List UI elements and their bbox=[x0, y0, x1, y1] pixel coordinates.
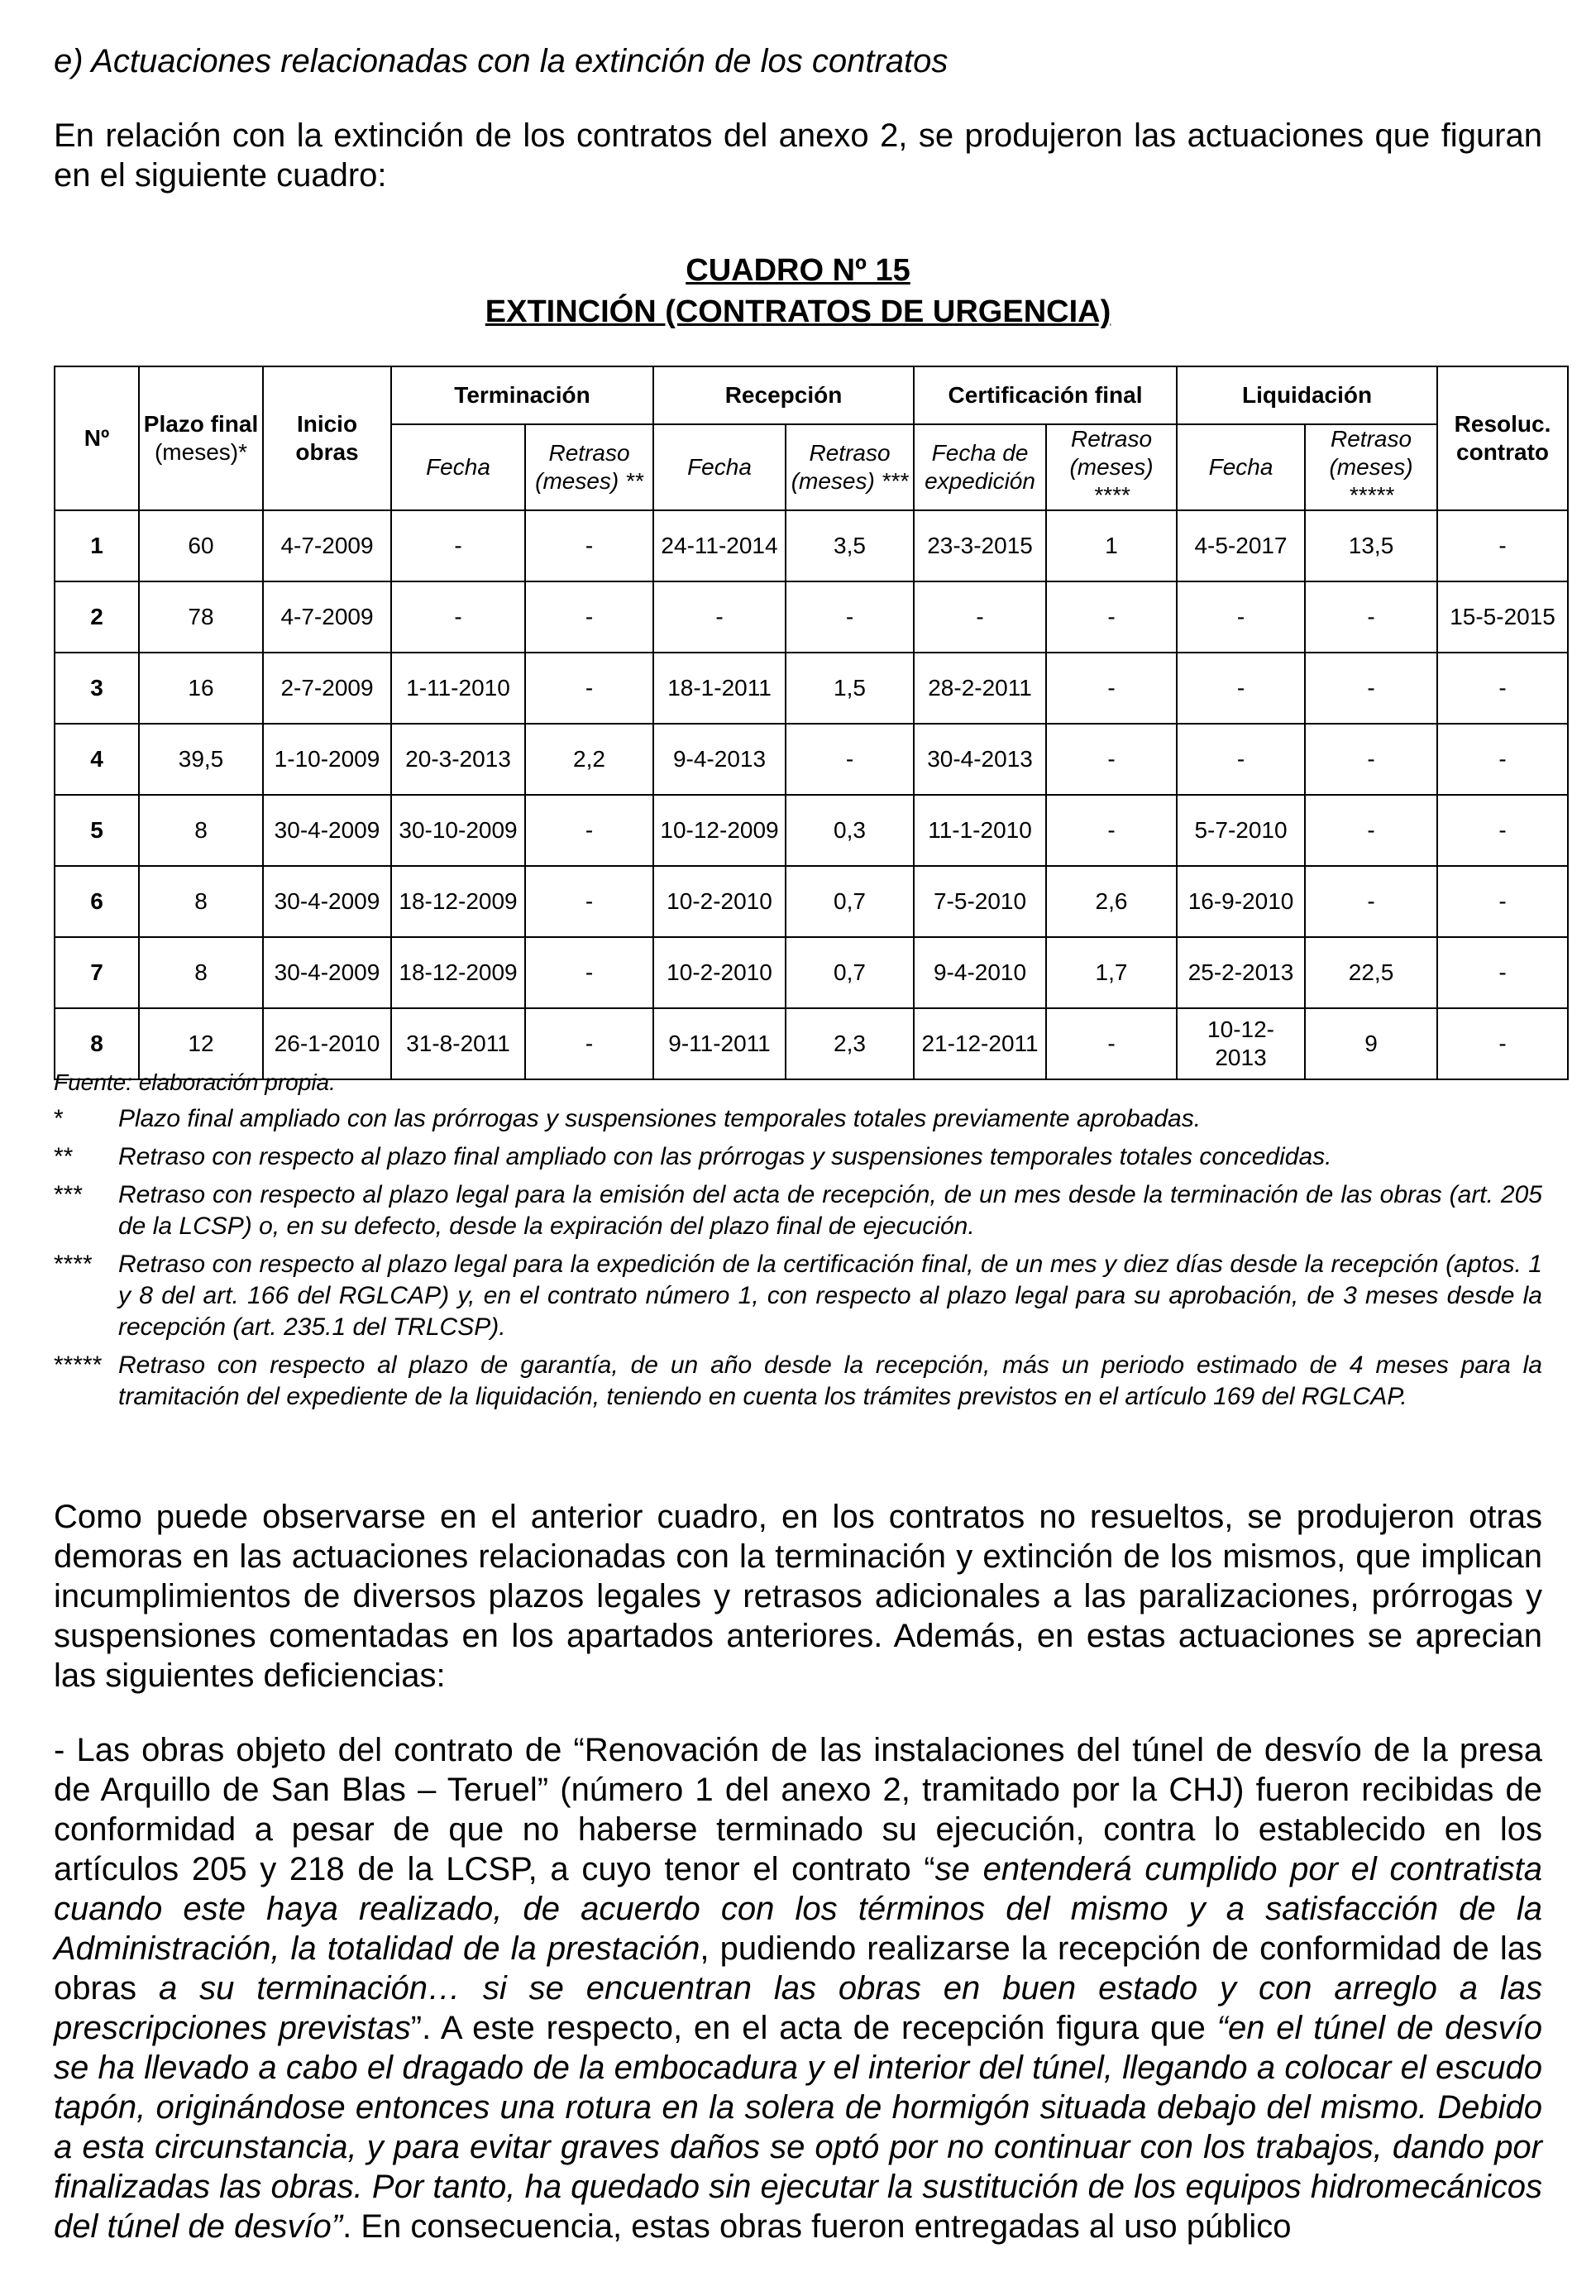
header-term-fecha: Fecha bbox=[391, 424, 525, 510]
cell-term-retraso: - bbox=[525, 510, 653, 581]
cell-cert-retraso: - bbox=[1046, 724, 1177, 795]
header-rec-fecha: Fecha bbox=[653, 424, 786, 510]
cell-resoluc: - bbox=[1437, 510, 1568, 581]
cell-cert-fecha: 21-12-2011 bbox=[914, 1008, 1046, 1079]
cell-cert-fecha: 30-4-2013 bbox=[914, 724, 1046, 795]
cell-term-fecha: 1-11-2010 bbox=[391, 653, 525, 724]
footnote-text: Retraso con respecto al plazo de garantía, de un año desde la recepción, más un periodo estimado de 4 meses para la tramitación del expediente de la liquidación, teniendo en cuenta los trámites previstos en el artículo 169 del RGLCAP. bbox=[118, 1351, 1542, 1410]
cell-cert-retraso: - bbox=[1046, 653, 1177, 724]
cell-rec-retraso: 2,3 bbox=[786, 1008, 914, 1079]
footnote bbox=[54, 1249, 1542, 1343]
header-n: Nº bbox=[55, 366, 139, 510]
cell-liq-fecha: 16-9-2010 bbox=[1177, 866, 1305, 937]
cell-resoluc: 15-5-2015 bbox=[1437, 581, 1568, 653]
cell-resoluc: - bbox=[1437, 937, 1568, 1008]
cell-rec-fecha: 24-11-2014 bbox=[653, 510, 786, 581]
paragraph-text: - Las obras objeto del contrato de “Renovación de las instalaciones del túnel de desvío de la presa de Arquillo de San Blas – Teruel” (número 1 del anexo 2, tramitado por la CHJ) fueron recibidas de conformidad a pesar de que no haberse terminado su ejecución, contra lo establecido en los artículos 205 y 218 de la LCSP, a cuyo tenor el contrato “ bbox=[54, 1732, 1542, 1887]
cell-rec-retraso: - bbox=[786, 581, 914, 653]
footnote-mark: *** bbox=[54, 1181, 84, 1208]
cell-inicio: 30-4-2009 bbox=[263, 937, 391, 1008]
paragraph-text: , pudiendo realizarse la recepción de conformidad de las obras bbox=[54, 1930, 1542, 2007]
cell-liq-retraso: 13,5 bbox=[1305, 510, 1437, 581]
header-terminacion: Terminación bbox=[391, 366, 653, 424]
cell-n: 8 bbox=[55, 1008, 139, 1079]
cell-plazo: 60 bbox=[139, 510, 263, 581]
cell-inicio: 2-7-2009 bbox=[263, 653, 391, 724]
footnote bbox=[54, 1103, 1542, 1135]
cell-inicio: 4-7-2009 bbox=[263, 581, 391, 653]
cell-cert-fecha: 9-4-2010 bbox=[914, 937, 1046, 1008]
cell-term-retraso: 2,2 bbox=[525, 724, 653, 795]
cell-plazo: 8 bbox=[139, 795, 263, 866]
cell-term-retraso: - bbox=[525, 653, 653, 724]
cell-liq-fecha: - bbox=[1177, 653, 1305, 724]
header-plazo-b: (meses)* bbox=[154, 439, 247, 465]
footnote-mark: ***** bbox=[54, 1351, 103, 1379]
header-liq-retraso: Retraso (meses) ***** bbox=[1305, 424, 1437, 510]
table-title-line1: CUADRO Nº 15 bbox=[686, 253, 910, 288]
paragraph-text: . En consecuencia, estas obras fueron entregadas al uso público bbox=[342, 2208, 1292, 2245]
table-source: Fuente: elaboración propia. bbox=[54, 1069, 336, 1095]
cell-rec-retraso: - bbox=[786, 724, 914, 795]
cell-inicio: 30-4-2009 bbox=[263, 866, 391, 937]
cell-n: 7 bbox=[55, 937, 139, 1008]
table-row bbox=[55, 581, 1568, 653]
cell-liq-fecha: 10-12-2013 bbox=[1177, 1008, 1305, 1079]
footnotes bbox=[54, 1103, 1542, 1419]
cell-resoluc: - bbox=[1437, 724, 1568, 795]
cell-n: 4 bbox=[55, 724, 139, 795]
cell-rec-fecha: 18-1-2011 bbox=[653, 653, 786, 724]
table-row bbox=[55, 866, 1568, 937]
cell-cert-fecha: - bbox=[914, 581, 1046, 653]
cell-n: 2 bbox=[55, 581, 139, 653]
cell-cert-fecha: 23-3-2015 bbox=[914, 510, 1046, 581]
cell-rec-fecha: 10-2-2010 bbox=[653, 937, 786, 1008]
cell-plazo: 39,5 bbox=[139, 724, 263, 795]
header-plazo bbox=[139, 366, 263, 510]
paragraph-text: ”. A este respecto, en el acta de recepción figura que bbox=[410, 2010, 1217, 2046]
header-plazo-a: Plazo final bbox=[143, 411, 259, 437]
footnote-mark: **** bbox=[54, 1251, 93, 1278]
cell-liq-fecha: 25-2-2013 bbox=[1177, 937, 1305, 1008]
cell-rec-fecha: 10-12-2009 bbox=[653, 795, 786, 866]
cell-resoluc: - bbox=[1437, 795, 1568, 866]
cell-liq-fecha: 5-7-2010 bbox=[1177, 795, 1305, 866]
table-row bbox=[55, 653, 1568, 724]
cell-rec-fecha: 10-2-2010 bbox=[653, 866, 786, 937]
cell-liq-retraso: 22,5 bbox=[1305, 937, 1437, 1008]
cell-rec-fecha: 9-11-2011 bbox=[653, 1008, 786, 1079]
cell-cert-retraso: 2,6 bbox=[1046, 866, 1177, 937]
cell-rec-fecha: 9-4-2013 bbox=[653, 724, 786, 795]
cell-liq-fecha: 4-5-2017 bbox=[1177, 510, 1305, 581]
footnote bbox=[54, 1350, 1542, 1413]
header-rec-retraso: Retraso (meses) *** bbox=[786, 424, 914, 510]
intro-paragraph: En relación con la extinción de los contratos del anexo 2, se produjeron las actuaciones que figuran en el siguiente cuadro: bbox=[54, 117, 1542, 194]
cell-term-retraso: - bbox=[525, 866, 653, 937]
section-heading: e) Actuaciones relacionadas con la extinción de los contratos bbox=[54, 43, 949, 79]
header-cert-retraso: Retraso (meses) **** bbox=[1046, 424, 1177, 510]
cell-n: 1 bbox=[55, 510, 139, 581]
cell-inicio: 26-1-2010 bbox=[263, 1008, 391, 1079]
table-title bbox=[54, 250, 1542, 332]
cell-liq-fecha: - bbox=[1177, 724, 1305, 795]
table-row bbox=[55, 510, 1568, 581]
footnote-text: Retraso con respecto al plazo legal para la expedición de la certificación final, de un mes y diez días desde la recepción (aptos. 1 y 8 del art. 166 del RGLCAP) y, en el contrato número 1, con respecto al plazo legal para su aprobación, de 3 meses desde la recepción (art. 235.1 del TRLCSP). bbox=[118, 1251, 1542, 1341]
cell-cert-fecha: 11-1-2010 bbox=[914, 795, 1046, 866]
cell-term-retraso: - bbox=[525, 1008, 653, 1079]
paragraph-quote: a su terminación… si se encuentran las obras en buen estado y con arreglo a las prescripciones previstas bbox=[54, 1970, 1542, 2046]
footnote bbox=[54, 1179, 1542, 1242]
cell-plazo: 8 bbox=[139, 937, 263, 1008]
header-certificacion: Certificación final bbox=[914, 366, 1177, 424]
cell-term-retraso: - bbox=[525, 581, 653, 653]
cell-resoluc: - bbox=[1437, 866, 1568, 937]
cell-cert-fecha: 7-5-2010 bbox=[914, 866, 1046, 937]
cell-term-fecha: - bbox=[391, 581, 525, 653]
cell-term-retraso: - bbox=[525, 795, 653, 866]
footnote-text: Retraso con respecto al plazo final ampliado con las prórrogas y suspensiones temporales totales concedidas. bbox=[118, 1143, 1332, 1170]
cell-plazo: 8 bbox=[139, 866, 263, 937]
cell-resoluc: - bbox=[1437, 653, 1568, 724]
cell-liq-retraso: - bbox=[1305, 866, 1437, 937]
cell-term-fecha: - bbox=[391, 510, 525, 581]
cell-rec-retraso: 0,7 bbox=[786, 937, 914, 1008]
header-cert-fecha: Fecha de expedición bbox=[914, 424, 1046, 510]
cell-cert-retraso: - bbox=[1046, 795, 1177, 866]
cell-rec-retraso: 0,7 bbox=[786, 866, 914, 937]
header-term-retraso: Retraso (meses) ** bbox=[525, 424, 653, 510]
footnote bbox=[54, 1141, 1542, 1173]
cell-rec-retraso: 0,3 bbox=[786, 795, 914, 866]
table-row bbox=[55, 795, 1568, 866]
cell-inicio: 4-7-2009 bbox=[263, 510, 391, 581]
cell-liq-retraso: - bbox=[1305, 581, 1437, 653]
cell-rec-retraso: 3,5 bbox=[786, 510, 914, 581]
table-row bbox=[55, 937, 1568, 1008]
paragraph-quote: se entenderá cumplido por el contratista cuando este haya realizado, de acuerdo con los términos del mismo y a satisfacción de la Administración, la totalidad de la prestación bbox=[54, 1851, 1542, 1967]
cell-term-retraso: - bbox=[525, 937, 653, 1008]
cell-liq-fecha: - bbox=[1177, 581, 1305, 653]
header-inicio: Inicio obras bbox=[263, 366, 391, 510]
cell-term-fecha: 18-12-2009 bbox=[391, 937, 525, 1008]
cell-plazo: 78 bbox=[139, 581, 263, 653]
cell-n: 5 bbox=[55, 795, 139, 866]
header-liq-fecha: Fecha bbox=[1177, 424, 1305, 510]
cell-plazo: 16 bbox=[139, 653, 263, 724]
cell-resoluc: - bbox=[1437, 1008, 1568, 1079]
cell-term-fecha: 20-3-2013 bbox=[391, 724, 525, 795]
cell-inicio: 1-10-2009 bbox=[263, 724, 391, 795]
cell-plazo: 12 bbox=[139, 1008, 263, 1079]
cell-n: 6 bbox=[55, 866, 139, 937]
cell-term-fecha: 31-8-2011 bbox=[391, 1008, 525, 1079]
paragraph-quote: “en el túnel de desvío se ha llevado a cabo el dragado de la embocadura y el interior del túnel, llegando a colocar el escudo tapón, originándose entonces una rotura en la solera de hormigón situada debajo del mismo. Debido a esta circunstancia, y para evitar graves daños se optó por no continuar con los trabajos, dando por finalizadas las obras. Por tanto, ha quedado sin ejecutar la sustitución de los equipos hidromecánicos del túnel de desvío” bbox=[54, 2010, 1543, 2245]
body-paragraph bbox=[54, 1730, 1542, 2246]
cell-cert-fecha: 28-2-2011 bbox=[914, 653, 1046, 724]
footnote-mark: * bbox=[54, 1105, 64, 1132]
cell-inicio: 30-4-2009 bbox=[263, 795, 391, 866]
cell-liq-retraso: 9 bbox=[1305, 1008, 1437, 1079]
table-title-line2: EXTINCIÓN (CONTRATOS DE URGENCIA) bbox=[485, 294, 1111, 329]
body-paragraph: Como puede observarse en el anterior cuadro, en los contratos no resueltos, se produjeron otras demoras en las actuaciones relacionadas con la terminación y extinción de los mismos, que implican incumplimientos de diversos plazos legales y retrasos adicionales a las paralizaciones, prórrogas y suspensiones comentadas en los apartados anteriores. Además, en estas actuaciones se aprecian las siguientes deficiencias: bbox=[54, 1499, 1542, 1694]
header-liquidacion: Liquidación bbox=[1177, 366, 1437, 424]
footnote-mark: ** bbox=[54, 1143, 74, 1170]
cell-rec-retraso: 1,5 bbox=[786, 653, 914, 724]
footnote-text: Plazo final ampliado con las prórrogas y suspensiones temporales totales previamente aprobadas. bbox=[118, 1105, 1202, 1132]
header-resoluc: Resoluc. contrato bbox=[1437, 366, 1568, 510]
extinction-table bbox=[54, 366, 1569, 1080]
cell-cert-retraso: 1,7 bbox=[1046, 937, 1177, 1008]
table-row bbox=[55, 724, 1568, 795]
cell-cert-retraso: - bbox=[1046, 1008, 1177, 1079]
cell-liq-retraso: - bbox=[1305, 795, 1437, 866]
header-recepcion: Recepción bbox=[653, 366, 914, 424]
cell-cert-retraso: - bbox=[1046, 581, 1177, 653]
cell-liq-retraso: - bbox=[1305, 724, 1437, 795]
cell-term-fecha: 30-10-2009 bbox=[391, 795, 525, 866]
cell-rec-fecha: - bbox=[653, 581, 786, 653]
cell-liq-retraso: - bbox=[1305, 653, 1437, 724]
cell-cert-retraso: 1 bbox=[1046, 510, 1177, 581]
footnote-text: Retraso con respecto al plazo legal para la emisión del acta de recepción, de un mes desde la terminación de las obras (art. 205 de la LCSP) o, en su defecto, desde la expiración del plazo final de ejecución. bbox=[118, 1181, 1542, 1240]
cell-n: 3 bbox=[55, 653, 139, 724]
cell-term-fecha: 18-12-2009 bbox=[391, 866, 525, 937]
